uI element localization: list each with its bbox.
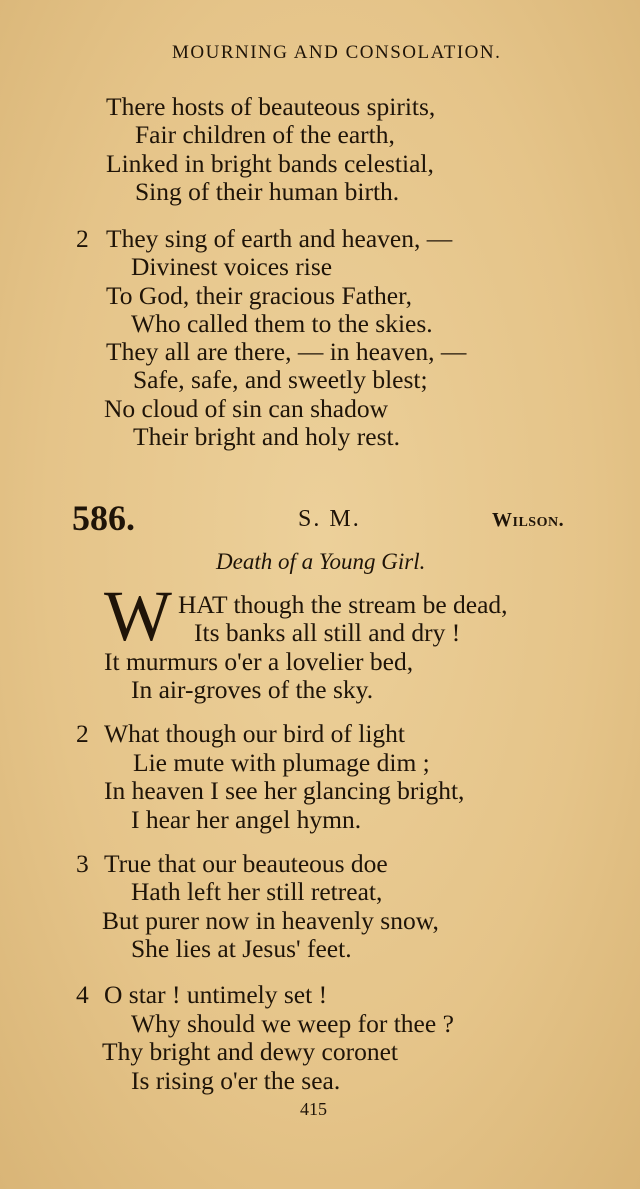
stanza-number: 2 xyxy=(76,719,89,748)
verse-line: HAT though the stream be dead, xyxy=(178,590,508,619)
stanza-number: 2 xyxy=(76,224,89,253)
stanza-number: 4 xyxy=(76,980,89,1009)
verse-line: Is rising o'er the sea. xyxy=(131,1066,341,1095)
verse-line: There hosts of beauteous spirits, xyxy=(106,92,436,121)
running-header: MOURNING AND CONSOLATION. xyxy=(172,42,502,63)
verse-line: Hath left her still retreat, xyxy=(131,877,383,906)
verse-line: They all are there, — in heaven, — xyxy=(106,337,467,366)
hymn-number: 586. xyxy=(72,498,135,538)
verse-line: They sing of earth and heaven, — xyxy=(106,224,453,253)
verse-line: Linked in bright bands celestial, xyxy=(106,149,434,178)
verse-line: Why should we weep for thee ? xyxy=(131,1009,454,1038)
hymn-subtitle: Death of a Young Girl. xyxy=(216,549,426,574)
verse-line: Fair children of the earth, xyxy=(135,120,395,149)
verse-line: Divinest voices rise xyxy=(131,252,333,281)
verse-line: Thy bright and dewy coronet xyxy=(102,1037,399,1066)
hymn-meter: S. M. xyxy=(298,506,361,532)
verse-line: Its banks all still and dry ! xyxy=(194,618,461,647)
stanza-number: 3 xyxy=(76,849,89,878)
verse-line: What though our bird of light xyxy=(104,719,405,748)
verse-line: In heaven I see her glancing bright, xyxy=(104,776,465,805)
verse-line: Their bright and holy rest. xyxy=(133,422,400,451)
verse-line: She lies at Jesus' feet. xyxy=(131,934,352,963)
verse-line: In air-groves of the sky. xyxy=(131,675,374,704)
verse-line: But purer now in heavenly snow, xyxy=(102,906,439,935)
verse-line: Safe, safe, and sweetly blest; xyxy=(133,365,428,394)
verse-line: Lie mute with plumage dim ; xyxy=(133,748,430,777)
verse-line: To God, their gracious Father, xyxy=(106,281,412,310)
tune-name: Wilson. xyxy=(492,509,565,531)
verse-line: Who called them to the skies. xyxy=(131,309,433,338)
verse-line: I hear her angel hymn. xyxy=(131,805,362,834)
drop-cap: W xyxy=(104,576,168,656)
page-number: 415 xyxy=(300,1099,327,1119)
verse-line: Sing of their human birth. xyxy=(135,177,400,206)
verse-line: O star ! untimely set ! xyxy=(104,980,328,1009)
verse-line: True that our beauteous doe xyxy=(104,849,388,878)
verse-line: It murmurs o'er a lovelier bed, xyxy=(104,647,414,676)
verse-line: No cloud of sin can shadow xyxy=(104,394,388,423)
